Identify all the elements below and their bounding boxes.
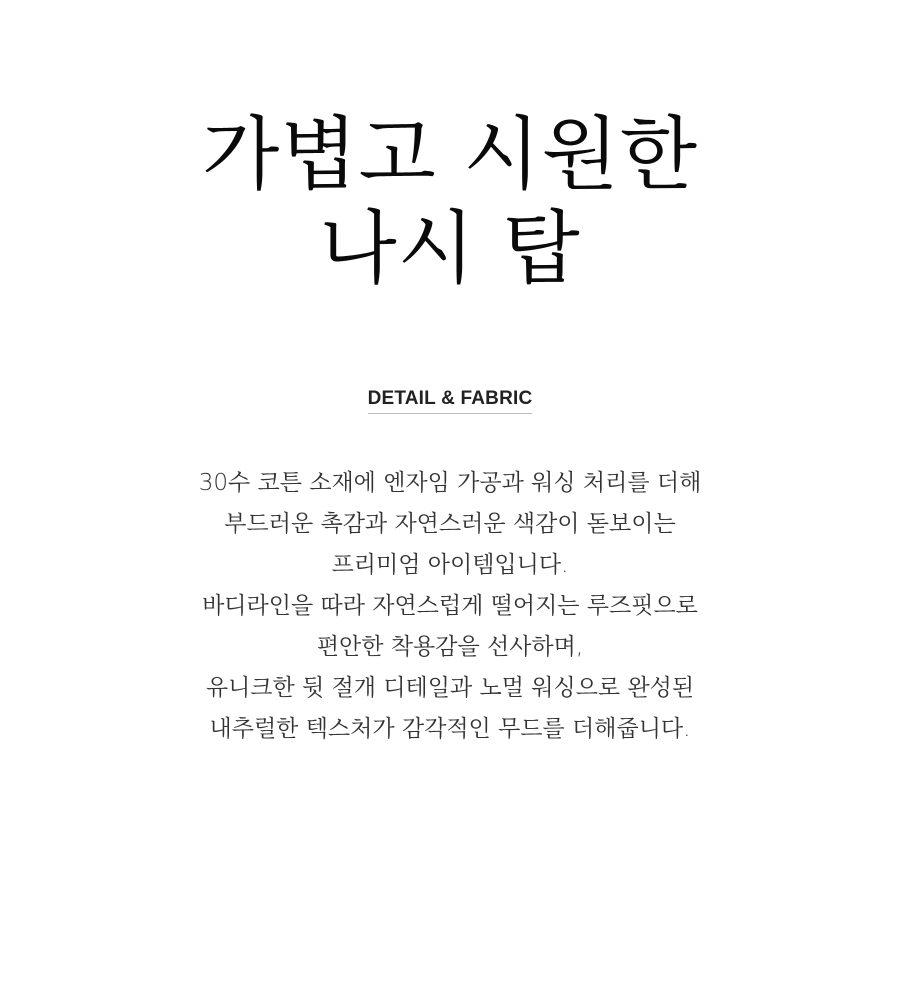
description-line: 바디라인을 따라 자연스럽게 떨어지는 루즈핏으로	[202, 593, 698, 619]
description-line: 프리미엄 아이템입니다.	[331, 552, 569, 578]
description-line: 부드러운 촉감과 자연스러운 색감이 돋보이는	[224, 511, 676, 537]
headline-line-2: 나시 탑	[319, 202, 581, 295]
section-label: DETAIL & FABRIC	[368, 388, 533, 414]
section-header	[0, 388, 900, 414]
description-line: 내추럴한 텍스처가 감각적인 무드를 더해줍니다.	[209, 716, 691, 742]
description-line: 유니크한 뒷 절개 디테일과 노멀 워싱으로 완성된	[205, 675, 695, 701]
description	[0, 463, 900, 750]
headline	[0, 108, 900, 296]
headline-line-1: 가볍고 시원한	[201, 108, 699, 201]
description-line: 편안한 착용감을 선사하며,	[316, 634, 584, 660]
description-line: 30수 코튼 소재에 엔자임 가공과 워싱 처리를 더해	[198, 470, 702, 496]
